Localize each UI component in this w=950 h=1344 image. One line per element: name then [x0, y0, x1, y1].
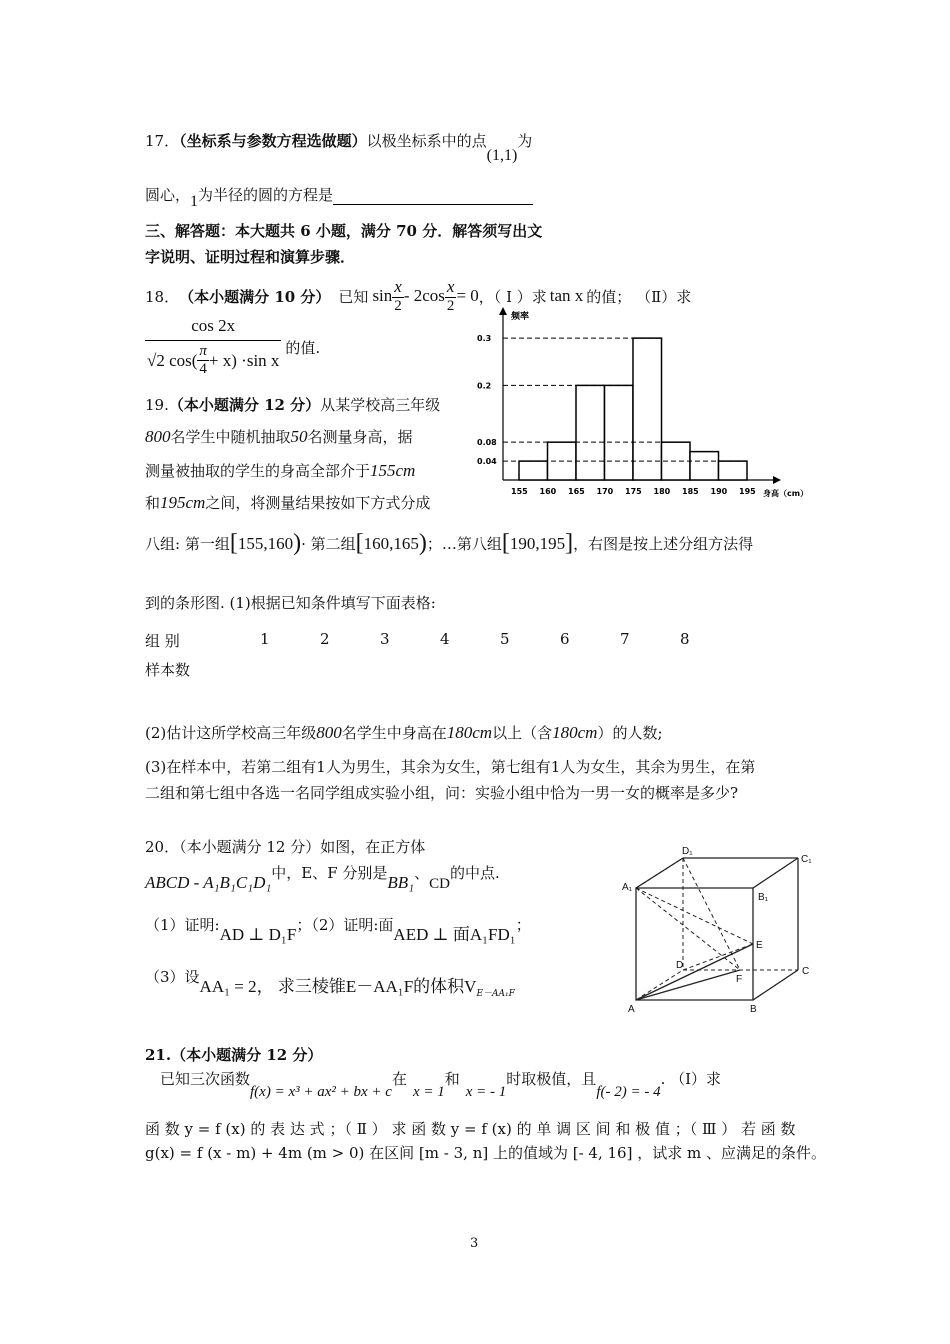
q19-line3 — [145, 460, 415, 481]
table-group-7: 7 — [620, 630, 630, 648]
q19-800: 800 — [145, 427, 171, 446]
q21-t2: 在 — [391, 1070, 407, 1088]
cube-diagram — [618, 840, 823, 1018]
q19-l6: 之间，将测量结果按如下方式分成 — [205, 494, 431, 512]
q19-l4: 测量被抽取的学生的身高全部介于 — [145, 462, 371, 480]
q19-p2b: 名学生中身高在 — [341, 724, 447, 742]
q20-line4 — [145, 962, 515, 999]
q20-cube: ABCD - A₁B₁C₁D₁ — [145, 873, 272, 892]
bar-175-180 — [633, 338, 662, 480]
q19-800b: 800 — [316, 723, 342, 742]
label-f: F — [736, 974, 743, 985]
q18-minus-cos: - 2cos — [403, 286, 445, 305]
table-group-3: 3 — [380, 630, 390, 648]
q19-l1: 从某学校高三年级 — [320, 396, 441, 414]
q18-known: 已知 — [338, 287, 369, 306]
q19-195: 195cm — [160, 493, 206, 512]
q19-number: 19. — [145, 396, 169, 414]
segment-a1-e — [636, 888, 753, 944]
q20-t2: 中，E、F 分别是 — [271, 864, 388, 882]
q20-number: 20． — [145, 838, 180, 856]
bar-165-170 — [576, 385, 605, 480]
q20-sep: 、 — [414, 864, 430, 882]
q21-t4: 时取极值，且 — [506, 1070, 597, 1088]
q20-p1: （1）证明: — [145, 916, 220, 934]
q19-155: 155cm — [370, 461, 416, 480]
q18-part1b: 的值； （Ⅱ）求 — [586, 287, 692, 306]
q19-50: 50 — [290, 427, 308, 446]
table-group-8: 8 — [680, 630, 690, 648]
answer-blank — [333, 190, 533, 205]
q19-part3a: (3)在样本中，若第二组有1人为男生，其余为女生，第七组有1人为女生，其余为男生，在第 — [145, 758, 756, 776]
q21-tag: （本小题满分 12 分） — [171, 1046, 323, 1064]
histogram-marks — [477, 307, 808, 498]
q19-g1: 155,160 — [237, 533, 294, 553]
q19-line6: 到的条形图. (1)根据已知条件填写下面表格: — [145, 594, 436, 612]
q17-number: 17． — [145, 132, 180, 150]
table-group-2: 2 — [320, 630, 330, 648]
q20-tag: （本小题满分 12 分） — [179, 838, 321, 856]
label-b1: B₁ — [758, 892, 769, 903]
bracket: ] — [565, 530, 574, 556]
segment-d-e — [683, 944, 753, 970]
label-d: D — [676, 960, 684, 971]
q19-180: 180cm — [446, 723, 493, 742]
q18-tag: （本小题满分 10 分） — [179, 287, 331, 306]
q18-line2 — [145, 316, 320, 378]
big-frac-num: cos 2x — [145, 316, 281, 341]
q21-xm1: x = - 1 — [465, 1084, 507, 1100]
q19-l7a: 八组: 第一组 — [145, 535, 230, 553]
y-tick-0.3: 0.3 — [477, 334, 492, 344]
den-part-b: + x) ·sin x — [208, 350, 280, 370]
q20-p2: ；（2）证明:面 — [296, 916, 394, 934]
label-b: B — [750, 1004, 757, 1015]
x-tick-160: 160 — [539, 487, 557, 496]
table-group-1: 1 — [260, 630, 270, 648]
bar-185-190 — [690, 452, 719, 480]
q18-eq0: = 0 — [456, 286, 479, 305]
q18-tanx: tan x — [549, 286, 584, 305]
big-frac-den — [145, 341, 281, 378]
four: 4 — [199, 361, 207, 377]
q18-big-fraction — [145, 316, 281, 378]
label-c1: C₁ — [801, 854, 812, 865]
q17-text-c: 圆心， — [145, 186, 191, 204]
q19-part2 — [145, 722, 663, 743]
q21-line3: g(x) = f (x - m) + 4m (m > 0) 在区间 [m - 3, n] 上的值域为 [- 4, 16] ，试求 m 、应满足的条件。 — [145, 1144, 826, 1162]
segment-a-e — [636, 944, 753, 1000]
q20-line3 — [145, 910, 531, 944]
q18-frac-x2-b — [445, 277, 457, 315]
table-group-4: 4 — [440, 630, 450, 648]
q17-text-d: 为半径的圆的方程是 — [198, 186, 334, 204]
y-tick-0.2: 0.2 — [477, 381, 492, 391]
x-tick-165: 165 — [568, 487, 585, 496]
edge-a-d — [636, 970, 683, 1000]
x-tick-190: 190 — [710, 487, 728, 496]
q18-sin: sin — [372, 286, 393, 305]
q19-line1 — [145, 394, 440, 415]
y-tick-0.08: 0.08 — [477, 438, 497, 448]
q19-p2a: (2)估计这所学校高三年级 — [145, 724, 317, 742]
table-group-cells — [260, 630, 740, 651]
q19-line2 — [145, 426, 413, 447]
x-tick-180: 180 — [653, 487, 671, 496]
bar-190-195 — [719, 461, 748, 480]
q17-tag: （坐标系与参数方程选做题） — [179, 132, 367, 150]
q19-l7d: ，右图是按上述分组方法得 — [573, 535, 754, 553]
x-tick-185: 185 — [682, 487, 699, 496]
q19-p2c: 以上（含 — [492, 724, 553, 742]
bracket: [ — [501, 530, 510, 556]
q19-part3b: 二组和第七组中各选一名同学组成实验小组，问：实验小组中恰为一男一女的概率是多少? — [145, 784, 739, 802]
section3-line1: 三、解答题：本大题共 6 小题，满分 70 分．解答须写出文 — [145, 222, 543, 240]
den-part-a: √2 cos( — [147, 350, 198, 370]
q20-bb1: BB₁ — [387, 873, 415, 892]
q17-text-b: 为 — [517, 132, 533, 150]
q20-p3sub: E－AA₁F — [476, 989, 515, 999]
q17-radius: 1 — [190, 193, 199, 210]
q19-p2d: ）的人数; — [597, 724, 663, 742]
q20-line1 — [145, 836, 425, 857]
label-e: E — [756, 940, 763, 951]
x-tick-175: 175 — [625, 487, 642, 496]
x-axis-arrow — [773, 476, 781, 484]
y-axis-arrow — [499, 307, 507, 315]
x-tick-195: 195 — [739, 487, 756, 496]
q21-t3: 和 — [444, 1070, 460, 1088]
q21-number: 21. — [145, 1046, 172, 1064]
q19-line5 — [145, 530, 753, 557]
q21-heading — [145, 1044, 322, 1065]
x-tick-155: 155 — [511, 487, 528, 496]
q20-line2 — [145, 862, 500, 892]
y-axis-label: 频率 — [511, 312, 530, 322]
bracket: ) — [418, 530, 427, 556]
q17-line2 — [145, 184, 533, 210]
pi-over-4 — [197, 343, 209, 378]
q21-x1: x = 1 — [412, 1084, 445, 1100]
label-a: A — [628, 1004, 635, 1015]
pi: π — [199, 343, 207, 359]
frac-num: x — [394, 277, 402, 296]
edge-b-c — [753, 970, 798, 1000]
q21-t5: . （Ⅰ）求 — [660, 1070, 722, 1088]
q17-point: (1,1) — [486, 147, 518, 164]
bar-170-175 — [605, 385, 634, 480]
q18-frac-x2-a — [392, 277, 404, 315]
q19-180b: 180cm — [552, 723, 598, 742]
q19-l3: 名测量身高，据 — [307, 428, 413, 446]
q19-g8: 190,195 — [509, 533, 566, 553]
q17-text: 以极坐标系中的点 — [366, 132, 487, 150]
q19-tag: （本小题满分 12 分） — [168, 396, 321, 414]
q20-p1m: AD ⊥ D₁F — [219, 925, 297, 944]
label-c: C — [802, 966, 810, 977]
label-d1: D₁ — [682, 846, 693, 857]
bracket: [ — [355, 530, 364, 556]
table-group-5: 5 — [500, 630, 510, 648]
histogram-chart — [468, 305, 818, 510]
group-table — [145, 630, 740, 680]
bracket: [ — [229, 530, 238, 556]
q21-fx: f(x) = x³ + ax² + bx + c — [250, 1084, 392, 1100]
table-group-6: 6 — [560, 630, 570, 648]
x-tick-170: 170 — [596, 487, 614, 496]
q20-p2m: AED ⊥ 面A₁FD₁ — [393, 925, 516, 944]
q19-line4 — [145, 492, 430, 513]
edge-b1-c1 — [753, 858, 798, 888]
q18-number: 18． — [145, 287, 180, 306]
q20-t3: 的中点. — [449, 864, 500, 882]
bracket: ) — [293, 530, 302, 556]
q21-fm2: f(- 2) = - 4 — [596, 1084, 661, 1100]
q20-p3m: AA₁ = 2， 求三棱锥E－AA₁F的体积V — [199, 977, 477, 996]
q20-semi: ； — [515, 916, 531, 934]
label-a1: A₁ — [622, 882, 633, 893]
frac-den: 2 — [446, 298, 455, 314]
segment-d1-f — [683, 858, 740, 970]
q19-l2: 名学生中随机抽取 — [170, 428, 291, 446]
q20-p3: （3）设 — [145, 968, 200, 986]
q21-line1 — [160, 1068, 722, 1100]
q19-l7b: · 第二组 — [301, 535, 356, 553]
q19-l7c: ；…第八组 — [426, 535, 502, 553]
frac-num: x — [446, 277, 455, 296]
q17-line1 — [145, 130, 533, 164]
q20-t1: 如图，在正方体 — [320, 838, 426, 856]
q19-l5: 和 — [145, 494, 161, 512]
page-number: 3 — [470, 1236, 479, 1251]
q18-part1: ，（ Ⅰ ）求 — [478, 287, 547, 306]
q21-line2: 函 数 y = f (x) 的 表 达 式 ；（ Ⅱ ） 求 函 数 y = f (x) 的 单 调 区 间 和 极 值 ；（ Ⅲ ） 若 函 数 — [145, 1120, 796, 1138]
y-tick-0.04: 0.04 — [477, 457, 497, 467]
table-header-count: 样本数 — [145, 661, 191, 679]
q18-tail: 的值. — [285, 338, 321, 357]
table-header-group: 组 别 — [145, 632, 180, 650]
x-axis-label: 身高（cm） — [763, 489, 809, 498]
section3-line2: 字说明、证明过程和演算步骤． — [145, 248, 356, 266]
bar-155-160 — [519, 461, 548, 480]
q20-cd: CD — [429, 876, 450, 892]
frac-den: 2 — [394, 298, 402, 314]
q21-t1: 已知三次函数 — [160, 1070, 251, 1088]
q19-g2: 160,165 — [363, 533, 419, 553]
